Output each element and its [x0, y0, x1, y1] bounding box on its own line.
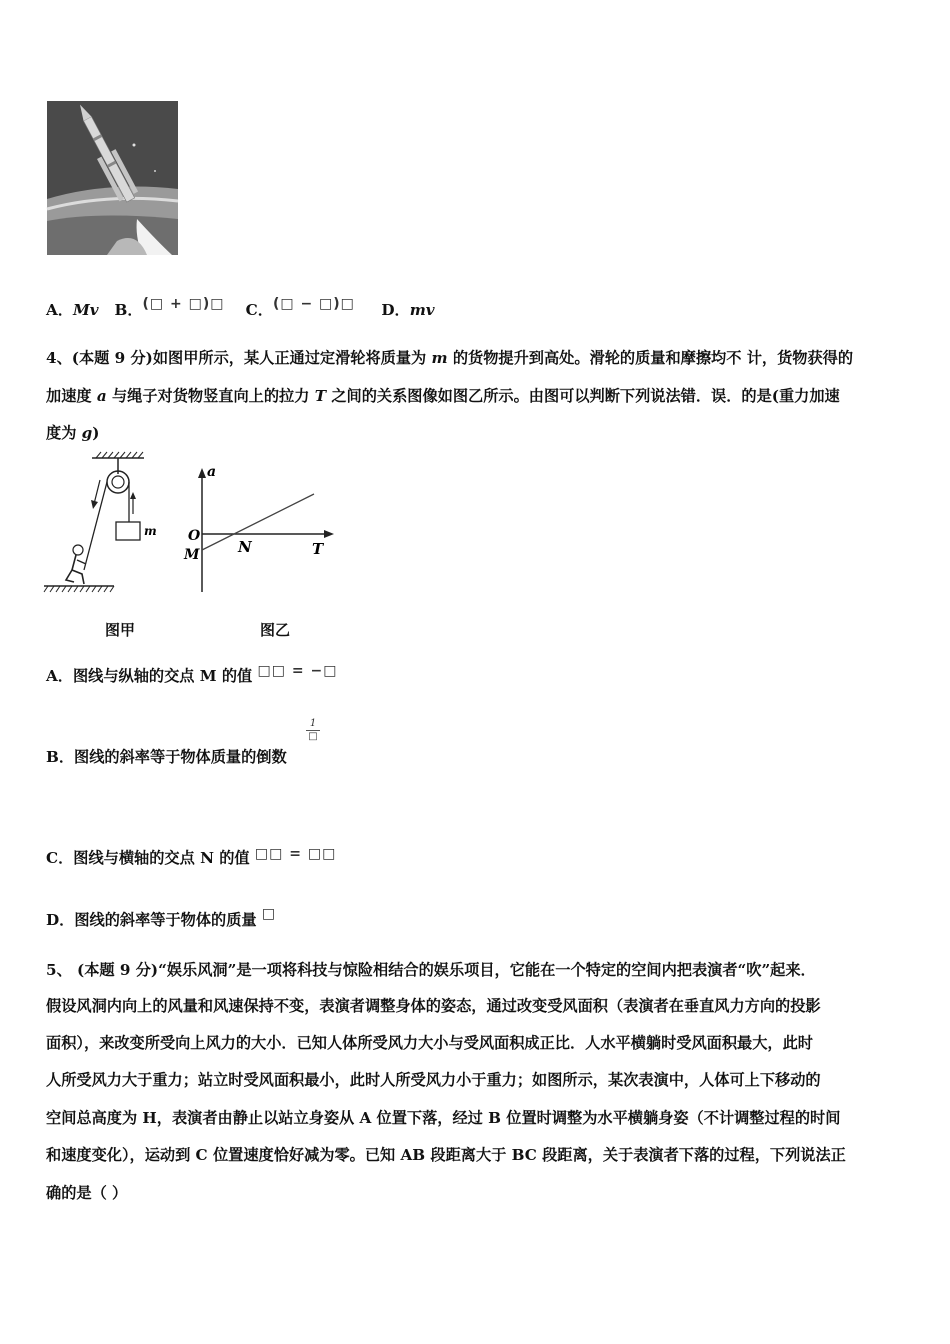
- graph-line: [202, 494, 314, 550]
- q4-var-a: a: [96, 387, 107, 405]
- q5-line-4: 人所受风力大于重力；站立时受风面积最小，此时人所受风力小于重力；如图所示，某次表演中，人体可上下移动的: [46, 1071, 821, 1089]
- q4-stem-line-2: [46, 386, 840, 406]
- cargo-box: [116, 522, 140, 540]
- q4-line3-prefix: 度为: [46, 424, 82, 442]
- q3-option-a-label: A．: [46, 301, 73, 319]
- pulley-diagram: [44, 452, 157, 597]
- q4-option-b-numerator: 1: [309, 718, 317, 729]
- q4-option-a: [46, 663, 338, 687]
- q4-option-c-text: C．图线与横轴的交点 N 的值: [46, 849, 250, 867]
- q4-option-a-formula: □□ = −□: [257, 663, 338, 679]
- q4-stem-line-1: [46, 348, 853, 368]
- q5-line-1: 5、 (本题 9 分)“娱乐风洞”是一项将科技与惊险相结合的娱乐项目，它能在一个特定的空间内把表演者“吹”起来．: [46, 961, 816, 979]
- q4-stem-line-3: [46, 423, 99, 443]
- q3-options-row: [46, 296, 435, 321]
- q4-option-c-formula: □□ = □□: [254, 846, 337, 862]
- figure-caption-yi: 图乙: [260, 621, 291, 639]
- q4-option-a-text: A．图线与纵轴的交点 M 的值: [46, 667, 253, 685]
- point-label-N: N: [238, 538, 252, 556]
- q3-option-b-formula: (□ + □)□: [142, 296, 225, 312]
- origin-label-O: O: [188, 528, 201, 544]
- q4-option-c: [46, 848, 336, 869]
- q3-option-a-value: Mv: [72, 301, 99, 319]
- axis-label-a: a: [207, 464, 217, 480]
- q5-line-6: 和速度变化），运动到 C 位置速度恰好减为零。已知 AB 段距离大于 BC 段距离，关于表演者下落的过程，下列说法正: [46, 1146, 846, 1164]
- mass-label: m: [144, 524, 157, 538]
- q4-line1-prefix: 4、(本题 9 分)如图甲所示，某人正通过定滑轮将质量为: [46, 349, 432, 367]
- q4-option-b-denominator: □: [306, 730, 320, 743]
- q4-line3-suffix: ): [92, 424, 100, 442]
- q4-option-d: [46, 906, 277, 931]
- axis-label-T: T: [312, 540, 324, 558]
- q3-option-c-formula: (□ − □)□: [272, 296, 355, 312]
- pulley-diagram-svg: [44, 452, 157, 597]
- q3-option-d-value: mv: [409, 301, 435, 319]
- point-label-M: M: [184, 547, 200, 563]
- figure-caption-jia: 图甲: [105, 621, 136, 639]
- q4-option-d-text: D．图线的斜率等于物体的质量: [46, 911, 257, 929]
- q3-option-c-label: C．: [245, 301, 273, 319]
- q4-line2-suffix: 之间的关系图像如图乙所示。由图可以判断下列说法错．误．的是(重力加速: [326, 387, 840, 405]
- q5-line-3: 面积），来改变所受向上风力的大小．已知人体所受风力大小与受风面积成正比．人水平横躺时受风面积最大，此时: [46, 1034, 813, 1052]
- q4-line2-prefix: 加速度: [46, 387, 97, 405]
- rocket-launch-image: [47, 101, 178, 255]
- q4-option-d-formula: □: [261, 906, 277, 922]
- q4-line2-mid: 与绳子对货物竖直向上的拉力: [106, 387, 315, 405]
- q3-option-b-label: B．: [114, 301, 143, 319]
- q4-option-b-text: B．图线的斜率等于物体质量的倒数: [46, 748, 287, 766]
- a-T-graph-svg: [180, 462, 340, 597]
- q5-line-7: 确的是（ ）: [46, 1184, 128, 1202]
- q4-var-m: m: [431, 349, 448, 367]
- q4-option-b-fraction: [306, 718, 320, 743]
- q5-line-5: 空间总高度为 H，表演者由静止以站立身姿从 A 位置下落，经过 B 位置时调整为水平横躺身姿（不计调整过程的时间: [46, 1109, 841, 1127]
- rocket-photo-svg: [47, 101, 178, 255]
- q4-var-g: g: [81, 424, 93, 442]
- a-T-graph: [180, 462, 340, 597]
- q5-line-2: 假设风洞内向上的风量和风速保持不变，表演者调整身体的姿态，通过改变受风面积（表演者在垂直风力方向的投影: [46, 997, 821, 1015]
- q3-option-d-label: D．: [381, 301, 410, 319]
- q4-option-b: [46, 747, 287, 767]
- q4-line1-suffix: 的货物提升到高处。滑轮的质量和摩擦均不 计，货物获得的: [447, 349, 854, 367]
- q4-var-T: T: [314, 387, 327, 405]
